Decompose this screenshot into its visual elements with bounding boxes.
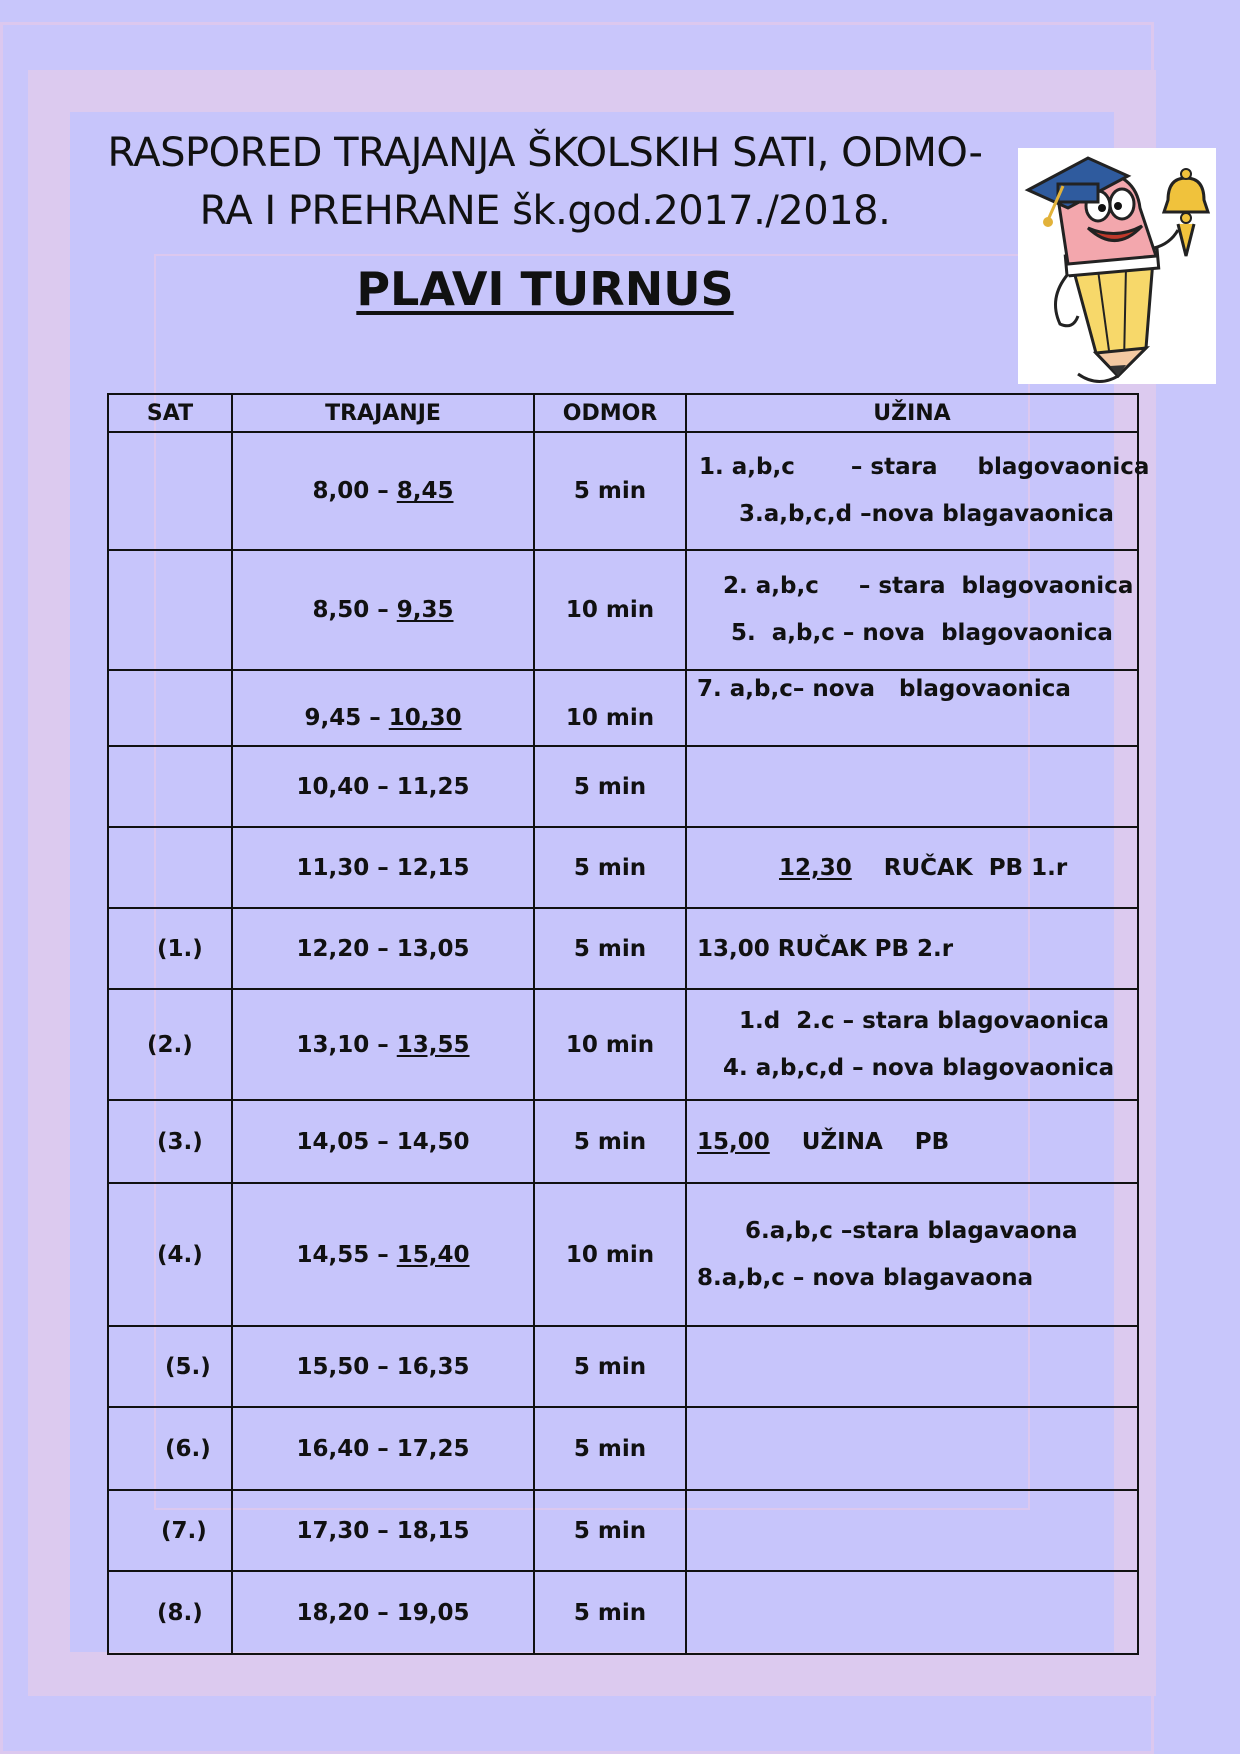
header-uzina: UŽINA bbox=[686, 394, 1138, 432]
odmor-cell: 5 min bbox=[534, 746, 686, 827]
uzina-cell: 2. a,b,c – stara blagovaonica 5. a,b,c – nova blagovaonica bbox=[686, 550, 1138, 670]
sat-cell: (3.) bbox=[108, 1100, 232, 1183]
odmor-cell: 5 min bbox=[534, 1326, 686, 1407]
schedule-table bbox=[107, 393, 1150, 1655]
sat-cell: (8.) bbox=[108, 1571, 232, 1654]
trajanje-cell: 13,10 – 13,55 bbox=[232, 989, 534, 1100]
trajanje-cell: 14,05 – 14,50 bbox=[232, 1100, 534, 1183]
page-subtitle: PLAVI TURNUS bbox=[356, 262, 734, 316]
sat-cell: (4.) bbox=[108, 1183, 232, 1326]
trajanje-cell: 15,50 – 16,35 bbox=[232, 1326, 534, 1407]
sat-cell: (6.) bbox=[108, 1407, 232, 1490]
table-row bbox=[108, 550, 1138, 670]
table-row bbox=[108, 908, 1138, 989]
trajanje-cell: 16,40 – 17,25 bbox=[232, 1407, 534, 1490]
table-row bbox=[108, 1490, 1138, 1571]
trajanje-cell: 10,40 – 11,25 bbox=[232, 746, 534, 827]
odmor-cell: 5 min bbox=[534, 1571, 686, 1654]
odmor-cell: 5 min bbox=[534, 1490, 686, 1571]
odmor-cell: 5 min bbox=[534, 432, 686, 550]
table-row bbox=[108, 746, 1138, 827]
uzina-cell: 13,00 RUČAK PB 2.r bbox=[686, 908, 1138, 989]
sat-cell bbox=[108, 550, 232, 670]
table-row bbox=[108, 989, 1138, 1100]
uzina-cell bbox=[686, 1490, 1138, 1571]
sat-cell: (1.) bbox=[108, 908, 232, 989]
sat-cell bbox=[108, 827, 232, 908]
uzina-cell: 1. a,b,c – stara blagovaonica 3.a,b,c,d –nova blagavaonica bbox=[686, 432, 1138, 550]
sat-cell bbox=[108, 746, 232, 827]
odmor-cell: 5 min bbox=[534, 1407, 686, 1490]
trajanje-cell: 9,45 – 10,30 bbox=[232, 670, 534, 746]
header-sat: SAT bbox=[108, 394, 232, 432]
header-trajanje: TRAJANJE bbox=[232, 394, 534, 432]
uzina-cell: 1.d 2.c – stara blagovaonica 4. a,b,c,d – nova blagovaonica bbox=[686, 989, 1138, 1100]
odmor-cell: 5 min bbox=[534, 1100, 686, 1183]
title-line-1: RASPORED TRAJANJA ŠKOLSKIH SATI, ODMO- bbox=[107, 130, 983, 176]
title-line-2: RA I PREHRANE šk.god.2017./2018. bbox=[199, 188, 891, 234]
trajanje-cell: 8,50 – 9,35 bbox=[232, 550, 534, 670]
table-row bbox=[108, 827, 1138, 908]
trajanje-cell: 8,00 – 8,45 bbox=[232, 432, 534, 550]
sat-cell: (5.) bbox=[108, 1326, 232, 1407]
uzina-cell: 15,00 UŽINA PB bbox=[686, 1100, 1138, 1183]
table-row bbox=[108, 432, 1138, 550]
uzina-cell: 7. a,b,c– nova blagovaonica bbox=[686, 670, 1138, 746]
uzina-cell bbox=[686, 1407, 1138, 1490]
odmor-cell: 10 min bbox=[534, 1183, 686, 1326]
trajanje-cell: 12,20 – 13,05 bbox=[232, 908, 534, 989]
table-row bbox=[108, 1326, 1138, 1407]
trajanje-cell: 18,20 – 19,05 bbox=[232, 1571, 534, 1654]
uzina-cell bbox=[686, 1571, 1138, 1654]
table-header-row bbox=[108, 394, 1138, 432]
sat-cell: (2.) bbox=[108, 989, 232, 1100]
sat-cell: (7.) bbox=[108, 1490, 232, 1571]
trajanje-cell: 11,30 – 12,15 bbox=[232, 827, 534, 908]
sat-cell bbox=[108, 432, 232, 550]
odmor-cell: 10 min bbox=[534, 670, 686, 746]
table-row bbox=[108, 670, 1138, 746]
uzina-cell bbox=[686, 746, 1138, 827]
header-odmor: ODMOR bbox=[534, 394, 686, 432]
table-row bbox=[108, 1183, 1138, 1326]
uzina-cell: 6.a,b,c –stara blagavaona 8.a,b,c – nova blagavaona bbox=[686, 1183, 1138, 1326]
odmor-cell: 5 min bbox=[534, 908, 686, 989]
trajanje-cell: 17,30 – 18,15 bbox=[232, 1490, 534, 1571]
sat-cell bbox=[108, 670, 232, 746]
pencil-mascot-icon bbox=[1018, 148, 1216, 384]
trajanje-cell: 14,55 – 15,40 bbox=[232, 1183, 534, 1326]
page-title bbox=[80, 124, 1010, 240]
table-row bbox=[108, 1407, 1138, 1490]
uzina-cell bbox=[686, 1326, 1138, 1407]
odmor-cell: 10 min bbox=[534, 989, 686, 1100]
table-row bbox=[108, 1100, 1138, 1183]
odmor-cell: 5 min bbox=[534, 827, 686, 908]
table-row bbox=[108, 1571, 1138, 1654]
odmor-cell: 10 min bbox=[534, 550, 686, 670]
uzina-cell: 12,30 RUČAK PB 1.r bbox=[686, 827, 1138, 908]
